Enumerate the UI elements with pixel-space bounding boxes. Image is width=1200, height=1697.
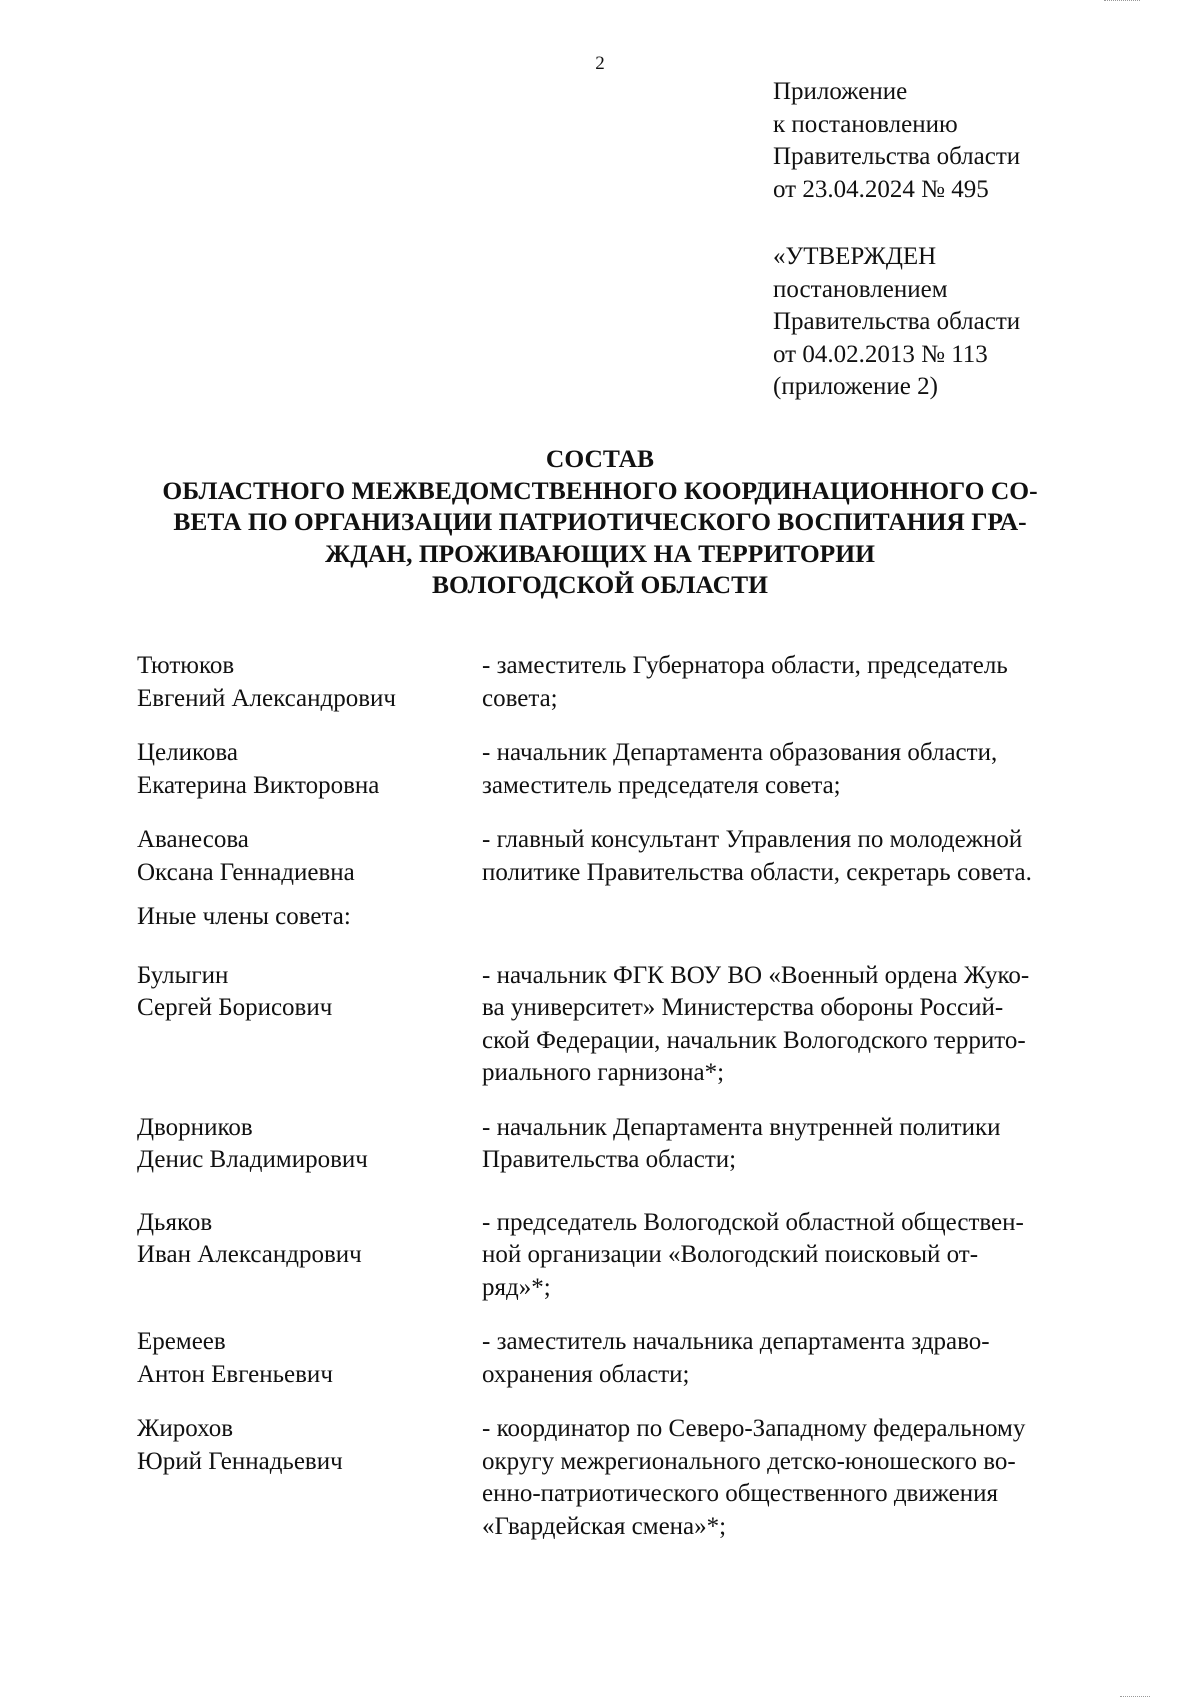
member-given-name: Антон Евгеньевич bbox=[137, 1360, 333, 1388]
role-line: ской Федерации, начальник Вологодского террито- bbox=[482, 1026, 1026, 1054]
appendix-line: Правительства области bbox=[773, 143, 1021, 170]
member-row bbox=[137, 1207, 1117, 1305]
member-given-name: Евгений Александрович bbox=[137, 684, 396, 712]
appendix-line: к постановлению bbox=[773, 110, 958, 138]
member-surname: Дворников bbox=[137, 1113, 253, 1141]
member-given-name: Екатерина Викторовна bbox=[137, 771, 380, 799]
role-line: совета; bbox=[482, 684, 558, 712]
role-line: ной организации «Вологодский поисковый от- bbox=[482, 1241, 979, 1268]
role-line: «Гвардейская смена»*; bbox=[482, 1512, 727, 1540]
member-role bbox=[482, 650, 1117, 715]
role-line: риального гарнизона*; bbox=[482, 1059, 725, 1086]
member-role bbox=[482, 1413, 1117, 1543]
title-line: ОБЛАСТНОГО МЕЖВЕДОМСТВЕННОГО КООРДИНАЦИОННОГО СО- bbox=[162, 475, 1038, 505]
appendix-line: Приложение bbox=[773, 78, 908, 105]
role-line: енно-патриотического общественного движения bbox=[482, 1480, 999, 1507]
member-name bbox=[137, 960, 482, 1090]
approved-line: Правительства области bbox=[773, 308, 1021, 335]
role-line: - главный консультант Управления по молодежной bbox=[482, 826, 1023, 853]
member-name bbox=[137, 1112, 482, 1177]
member-surname: Булыгин bbox=[137, 961, 229, 989]
member-surname: Аванесова bbox=[137, 826, 249, 853]
approved-line: постановлением bbox=[773, 275, 948, 303]
approved-line: «УТВЕРЖДЕН bbox=[773, 243, 937, 270]
member-row bbox=[137, 960, 1117, 1090]
role-line: - заместитель Губернатора области, председатель bbox=[482, 652, 1008, 679]
role-line: ва университет» Министерства обороны Россий- bbox=[482, 994, 1004, 1021]
member-given-name: Оксана Геннадиевна bbox=[137, 858, 355, 886]
approved-line: (приложение 2) bbox=[773, 373, 938, 400]
member-given-name: Денис Владимирович bbox=[137, 1146, 368, 1173]
member-surname: Целикова bbox=[137, 739, 238, 766]
member-role bbox=[482, 960, 1117, 1090]
member-row-secretary bbox=[137, 824, 1117, 889]
role-line: - начальник ФГК ВОУ ВО «Военный ордена Жуко- bbox=[482, 961, 1030, 989]
member-name bbox=[137, 1207, 482, 1305]
approved-block bbox=[773, 241, 1020, 404]
page-number: 2 bbox=[595, 53, 605, 74]
document-title bbox=[100, 443, 1100, 601]
member-name bbox=[137, 1326, 482, 1391]
member-row bbox=[137, 1326, 1117, 1391]
member-row-chairman bbox=[137, 650, 1117, 715]
member-given-name: Юрий Геннадьевич bbox=[137, 1447, 343, 1475]
role-line: - начальник Департамента внутренней политики bbox=[482, 1113, 1001, 1141]
member-given-name: Иван Александрович bbox=[137, 1241, 362, 1268]
role-line: Правительства области; bbox=[482, 1146, 737, 1173]
member-row bbox=[137, 1413, 1117, 1543]
member-surname: Еремеев bbox=[137, 1328, 226, 1355]
member-role bbox=[482, 824, 1117, 889]
approved-line: от 04.02.2013 № 113 bbox=[773, 340, 988, 368]
scan-artifact-top bbox=[1104, 0, 1140, 5]
member-surname: Жирохов bbox=[137, 1415, 234, 1442]
council-members-list bbox=[137, 650, 1117, 1543]
scan-artifact-bottom bbox=[1120, 1692, 1150, 1697]
role-line: ряд»*; bbox=[482, 1273, 551, 1301]
member-role bbox=[482, 1112, 1117, 1177]
title-line: ВЕТА ПО ОРГАНИЗАЦИИ ПАТРИОТИЧЕСКОГО ВОСПИТАНИЯ ГРА- bbox=[173, 507, 1027, 536]
member-name bbox=[137, 1413, 482, 1543]
member-given-name: Сергей Борисович bbox=[137, 994, 333, 1021]
role-line: - председатель Вологодской областной обществен- bbox=[482, 1208, 1024, 1236]
title-line: СОСТАВ bbox=[545, 444, 655, 473]
member-name bbox=[137, 650, 482, 715]
title-line: ЖДАН, ПРОЖИВАЮЩИХ НА ТЕРРИТОРИИ bbox=[325, 538, 875, 568]
title-line: ВОЛОГОДСКОЙ ОБЛАСТИ bbox=[432, 570, 768, 599]
member-row-deputy-chairman bbox=[137, 737, 1117, 802]
member-surname: Тютюков bbox=[137, 652, 235, 679]
role-line: охранения области; bbox=[482, 1360, 690, 1388]
member-name bbox=[137, 824, 482, 889]
role-line: политике Правительства области, секретарь совета. bbox=[482, 858, 1032, 886]
role-line: - координатор по Северо-Западному федеральному bbox=[482, 1415, 1026, 1442]
member-role bbox=[482, 737, 1117, 802]
appendix-line: от 23.04.2024 № 495 bbox=[773, 175, 989, 203]
appendix-block bbox=[773, 76, 1020, 206]
member-role bbox=[482, 1207, 1117, 1305]
role-line: - заместитель начальника департамента здраво- bbox=[482, 1328, 990, 1355]
other-members-label: Иные члены совета: bbox=[137, 903, 351, 930]
member-surname: Дьяков bbox=[137, 1208, 213, 1236]
role-line: округу межрегионального детско-юношеского во- bbox=[482, 1447, 1016, 1475]
role-line: - начальник Департамента образования области, bbox=[482, 739, 998, 766]
member-name bbox=[137, 737, 482, 802]
member-row bbox=[137, 1112, 1117, 1177]
role-line: заместитель председателя совета; bbox=[482, 771, 841, 799]
member-role bbox=[482, 1326, 1117, 1391]
